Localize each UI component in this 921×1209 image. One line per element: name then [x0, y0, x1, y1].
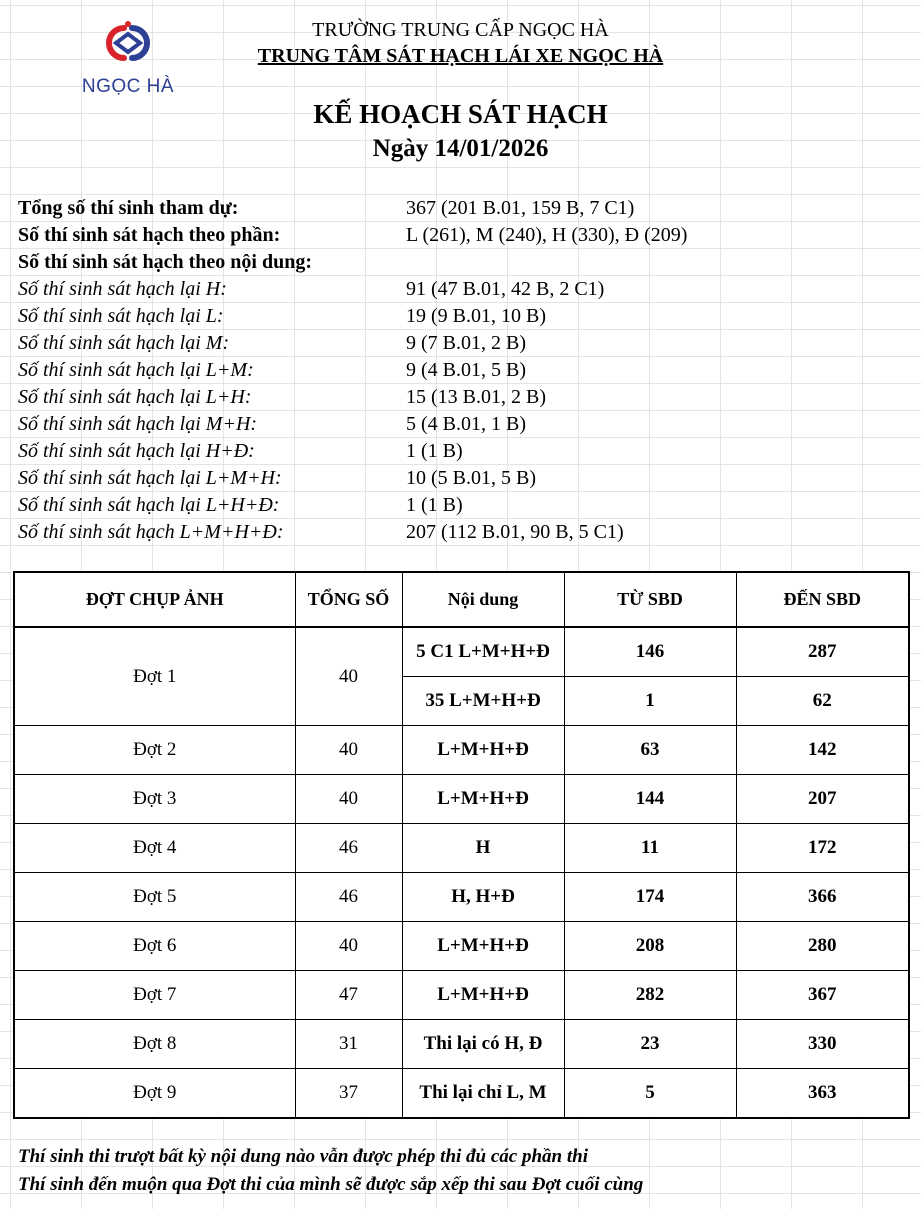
table-row	[14, 922, 909, 971]
summary-label: Số thí sinh sát hạch lại M+H:	[18, 413, 258, 435]
session-name-cell: Đợt 6	[14, 922, 295, 971]
table-row	[14, 627, 909, 677]
from-sbd-cell: 1	[564, 677, 736, 726]
table-row	[14, 1069, 909, 1119]
summary-label: Số thí sinh sát hạch lại H+Đ:	[18, 440, 255, 462]
table-row	[14, 1020, 909, 1069]
content-cell: 5 C1 L+M+H+Đ	[402, 627, 564, 677]
header-cell: TỔNG SỐ	[295, 572, 402, 627]
summary-row	[18, 492, 908, 519]
to-sbd-cell: 280	[736, 922, 909, 971]
to-sbd-cell: 330	[736, 1020, 909, 1069]
session-name-cell: Đợt 2	[14, 726, 295, 775]
session-total-cell: 40	[295, 627, 402, 726]
to-sbd-cell: 142	[736, 726, 909, 775]
content-cell: H, H+Đ	[402, 873, 564, 922]
to-sbd-cell: 366	[736, 873, 909, 922]
from-sbd-cell: 11	[564, 824, 736, 873]
summary-label: Số thí sinh sát hạch lại H:	[18, 278, 227, 300]
note-line: Thí sinh thi trượt bất kỳ nội dung nào vẫn được phép thi đủ các phần thi	[18, 1146, 588, 1167]
summary-row	[18, 438, 908, 465]
to-sbd-cell: 172	[736, 824, 909, 873]
summary-label: Số thí sinh sát hạch lại M:	[18, 332, 230, 354]
session-total-cell: 40	[295, 922, 402, 971]
from-sbd-cell: 5	[564, 1069, 736, 1119]
notes	[18, 1143, 908, 1199]
summary-value: 9 (7 B.01, 2 B)	[406, 332, 526, 354]
summary-label: Số thí sinh sát hạch lại L+H+Đ:	[18, 494, 280, 516]
header-cell: TỪ SBD	[564, 572, 736, 627]
summary-value: 367 (201 B.01, 159 B, 7 C1)	[406, 197, 635, 219]
summary-value: 15 (13 B.01, 2 B)	[406, 386, 546, 408]
content-cell: Thi lại chỉ L, M	[402, 1069, 564, 1119]
summary-label: Tổng số thí sinh tham dự:	[18, 197, 239, 219]
table-body	[14, 627, 909, 1118]
summary-value: 1 (1 B)	[406, 440, 463, 462]
session-name-cell: Đợt 5	[14, 873, 295, 922]
summary-value: 9 (4 B.01, 5 B)	[406, 359, 526, 381]
session-total-cell: 46	[295, 824, 402, 873]
session-name-cell: Đợt 3	[14, 775, 295, 824]
content-cell: 35 L+M+H+Đ	[402, 677, 564, 726]
table-header-row	[14, 572, 909, 627]
content-cell: L+M+H+Đ	[402, 726, 564, 775]
logo-text: NGỌC HÀ	[81, 76, 175, 97]
from-sbd-cell: 23	[564, 1020, 736, 1069]
summary-label: Số thí sinh sát hạch lại L+M+H:	[18, 467, 282, 489]
to-sbd-cell: 367	[736, 971, 909, 1020]
content-cell: Thi lại có H, Đ	[402, 1020, 564, 1069]
session-total-cell: 40	[295, 726, 402, 775]
header-cell: Nội dung	[402, 572, 564, 627]
summary-label: Số thí sinh sát hạch lại L:	[18, 305, 224, 327]
from-sbd-cell: 146	[564, 627, 736, 677]
session-name-cell: Đợt 4	[14, 824, 295, 873]
summary-value: 19 (9 B.01, 10 B)	[406, 305, 546, 327]
content-cell: L+M+H+Đ	[402, 775, 564, 824]
header-cell: ĐẾN SBD	[736, 572, 909, 627]
to-sbd-cell: 62	[736, 677, 909, 726]
session-total-cell: 37	[295, 1069, 402, 1119]
summary-list	[18, 195, 908, 546]
session-total-cell: 40	[295, 775, 402, 824]
table-row	[14, 873, 909, 922]
session-total-cell: 47	[295, 971, 402, 1020]
summary-value: L (261), M (240), H (330), Đ (209)	[406, 224, 688, 246]
summary-row	[18, 384, 908, 411]
schedule-table	[13, 571, 910, 1119]
content-cell: L+M+H+Đ	[402, 922, 564, 971]
table-row	[14, 824, 909, 873]
note-line: Thí sinh đến muộn qua Đợt thi của mình sẽ được sắp xếp thi sau Đợt cuối cùng	[18, 1174, 644, 1195]
plan-date: Ngày 14/01/2026	[372, 135, 549, 162]
session-name-cell: Đợt 7	[14, 971, 295, 1020]
center-name	[0, 45, 921, 68]
school-name: TRƯỜNG TRUNG CẤP NGỌC HÀ	[312, 19, 609, 41]
summary-label: Số thí sinh sát hạch theo nội dung:	[18, 251, 312, 273]
session-name-cell: Đợt 9	[14, 1069, 295, 1119]
summary-value: 1 (1 B)	[406, 494, 463, 516]
summary-row	[18, 357, 908, 384]
summary-value: 5 (4 B.01, 1 B)	[406, 413, 526, 435]
summary-row	[18, 249, 908, 276]
table-row	[14, 775, 909, 824]
summary-row	[18, 411, 908, 438]
summary-label: Số thí sinh sát hạch lại L+H:	[18, 386, 252, 408]
page-title: KẾ HOẠCH SÁT HẠCH	[313, 99, 608, 129]
summary-value: 207 (112 B.01, 90 B, 5 C1)	[406, 521, 624, 543]
session-total-cell: 46	[295, 873, 402, 922]
from-sbd-cell: 63	[564, 726, 736, 775]
from-sbd-cell: 174	[564, 873, 736, 922]
center-name-text: TRUNG TÂM SÁT HẠCH LÁI XE NGỌC HÀ	[257, 45, 664, 67]
table-row	[14, 726, 909, 775]
summary-row	[18, 276, 908, 303]
summary-value: 10 (5 B.01, 5 B)	[406, 467, 536, 489]
session-total-cell: 31	[295, 1020, 402, 1069]
summary-row	[18, 465, 908, 492]
summary-label: Số thí sinh sát hạch L+M+H+Đ:	[18, 521, 284, 543]
to-sbd-cell: 363	[736, 1069, 909, 1119]
content-cell: L+M+H+Đ	[402, 971, 564, 1020]
summary-label: Số thí sinh sát hạch theo phần:	[18, 224, 281, 246]
session-name-cell: Đợt 1	[14, 627, 295, 726]
content-cell: H	[402, 824, 564, 873]
summary-row	[18, 303, 908, 330]
to-sbd-cell: 207	[736, 775, 909, 824]
summary-row	[18, 195, 908, 222]
summary-row	[18, 519, 908, 546]
to-sbd-cell: 287	[736, 627, 909, 677]
from-sbd-cell: 144	[564, 775, 736, 824]
session-name-cell: Đợt 8	[14, 1020, 295, 1069]
summary-row	[18, 222, 908, 249]
from-sbd-cell: 208	[564, 922, 736, 971]
header-cell: ĐỢT CHỤP ẢNH	[14, 572, 295, 627]
from-sbd-cell: 282	[564, 971, 736, 1020]
summary-row	[18, 330, 908, 357]
summary-value: 91 (47 B.01, 42 B, 2 C1)	[406, 278, 605, 300]
summary-label: Số thí sinh sát hạch lại L+M:	[18, 359, 254, 381]
table-row	[14, 971, 909, 1020]
